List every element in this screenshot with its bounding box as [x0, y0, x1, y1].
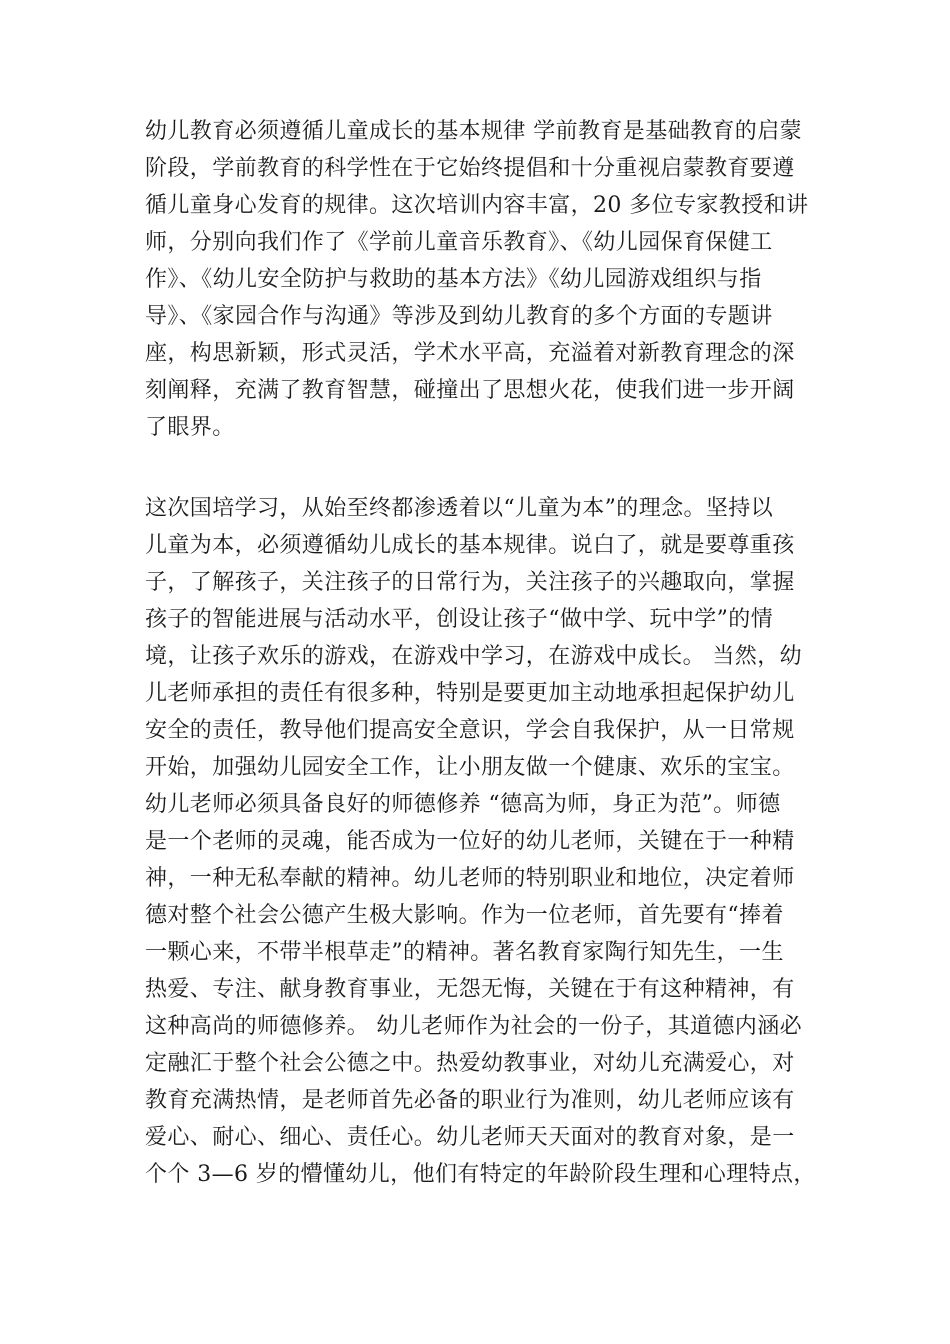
text-line: 孩子的智能进展与活动水平，创设让孩子“做中学、玩中学”的情	[145, 607, 774, 632]
text-line: 导》、《家园合作与沟通》等涉及到幼儿教育的多个方面的专题讲	[145, 304, 773, 329]
text-line: 循儿童身心发育的规律。这次培训内容丰富，20 多位专家教授和讲	[145, 193, 809, 218]
text-line: 座，构思新颖，形式灵活，学术水平高，充溢着对新教育理念的深	[145, 341, 795, 366]
text-line: 幼儿教育必须遵循儿童成长的基本规律 学前教育是基础教育的启蒙	[145, 119, 802, 144]
text-line: 作》、《幼儿安全防护与救助的基本方法》《幼儿园游戏组织与指	[145, 267, 762, 292]
text-line: 定融汇于整个社会公德之中。热爱幼教事业，对幼儿充满爱心，对	[145, 1051, 795, 1076]
text-line: 一颗心来，不带半根草走”的精神。著名教育家陶行知先生，一生	[145, 940, 784, 965]
text-line: 这种高尚的师德修养。 幼儿老师作为社会的一份子，其道德内涵必	[145, 1014, 802, 1039]
text-line: 刻阐释，充满了教育智慧，碰撞出了思想火花，使我们进一步开阔	[145, 378, 795, 403]
text-line: 儿老师承担的责任有很多种，特别是要更加主动地承担起保护幼儿	[145, 681, 795, 706]
text-line: 师，分别向我们作了《学前儿童音乐教育》、《幼儿园保育保健工	[145, 230, 773, 255]
text-line: 子，了解孩子，关注孩子的日常行为，关注孩子的兴趣取向，掌握	[145, 570, 795, 595]
text-line: 德对整个社会公德产生极大影响。作为一位老师，首先要有“捧着	[145, 903, 784, 928]
text-line: 个个 3—6 岁的懵懂幼儿，他们有特定的年龄阶段生理和心理特点，	[145, 1162, 816, 1187]
text-line: 了眼界。	[145, 415, 235, 440]
text-line: 是一个老师的灵魂，能否成为一位好的幼儿老师，关键在于一种精	[145, 829, 795, 854]
text-line: 儿童为本，必须遵循幼儿成长的基本规律。说白了，就是要尊重孩	[145, 533, 795, 558]
text-line: 神，一种无私奉献的精神。幼儿老师的特别职业和地位，决定着师	[145, 866, 795, 891]
text-line: 境，让孩子欢乐的游戏，在游戏中学习，在游戏中成长。 当然，幼	[145, 644, 802, 669]
text-line: 热爱、专注、献身教育事业，无怨无悔，关键在于有这种精神，有	[145, 977, 795, 1002]
text-line: 教育充满热情，是老师首先必备的职业行为准则，幼儿老师应该有	[145, 1088, 795, 1113]
text-line: 开始，加强幼儿园安全工作，让小朋友做一个健康、欢乐的宝宝。	[145, 755, 795, 780]
text-line: 这次国培学习，从始至终都渗透着以“儿童为本”的理念。坚持以	[145, 496, 774, 521]
text-line: 安全的责任，教导他们提高安全意识，学会自我保护，从一日常规	[145, 718, 795, 743]
text-line: 阶段，学前教育的科学性在于它始终提倡和十分重视启蒙教育要遵	[145, 156, 795, 181]
text-line: 幼儿老师必须具备良好的师德修养 “德高为师，身正为范”。师德	[145, 792, 781, 817]
text-line: 爱心、耐心、细心、责任心。幼儿老师天天面对的教育对象，是一	[145, 1125, 795, 1150]
